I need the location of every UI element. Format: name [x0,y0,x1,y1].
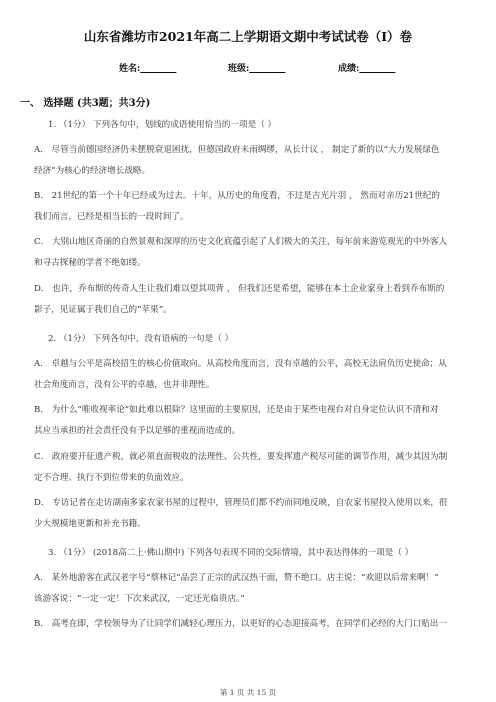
option-text: B． 21世纪的第一个十年已经成为过去。十年，从历史的角度看，不过是吉光片羽 ， 然而对亲历21世纪的 [34,191,440,201]
option-text: C． 大别山地区奇丽的自然景观和深厚的历史文化底蕴引起了人们极大的关注，每年前来游览观光的中外客人 [34,237,448,247]
option-text: 影子，见证属于我们自己的“苹果”。 [34,305,172,315]
question-3-option-a [34,568,474,610]
question-2-option-d [34,493,474,535]
class-blank: ________ [249,64,286,74]
question-2-stem: 2. （1分） 下列各句中，没有语病的一句是（ ） [48,334,234,344]
name-blank: ________ [140,64,177,74]
question-2-option-c [34,447,474,489]
score-label: 成绩: [338,64,360,74]
option-text: 和寻古探秘的学者不绝如缕。 [34,258,146,268]
option-text: A． 卓越与公平是高校招生的核心价值取向。从高校角度而言，没有卓越的公平，高校无法肩负历史使命；从 [34,359,447,369]
name-field [119,61,176,74]
option-text: A． 某外地游客在武汉老字号“蔡林记”品尝了正宗的武汉热干面，赞不绝口。店主说：“欢迎以后常来啊！” [34,573,439,583]
page-footer: 第 1 页 共 15 页 [219,688,277,697]
score-field [338,61,395,74]
class-field [228,61,285,74]
option-text: 其应当承担的社会责任没有予以足够的重视而造成的。 [34,426,241,436]
question-1-stem: 1. （1分） 下列各句中，划线的成语使用恰当的一项是（ ） [48,120,277,130]
question-2-option-a [34,354,474,396]
option-text: 该游客说：“一定一定！下次来武汉，一定还光临贵店。” [34,594,245,604]
section-heading: 一、 选择题 (共3题；共3分) [20,98,151,109]
option-text: A． 尽管当前德国经济仍未摆脱衰退困扰，但德国政府未雨绸缪，从长计议 ， 制定了新的以“大力发展绿色 [34,145,440,155]
option-text: 我们而言，已经是相当长的一段时间了。 [34,212,189,222]
option-text: D． 也许，乔布斯的传奇人生让我们难以望其项背 ， 但我们还是希望，能够在本土企业家身上看到乔布斯的 [34,284,445,294]
question-1-option-d [34,279,474,321]
option-text: C． 政府要开征遗产税，就必须直面税收的法理性、公共性，要发挥遗产税尽可能的调节作用，减少其因为制 [34,452,448,462]
score-blank: ________ [359,64,396,74]
question-2-option-b [34,400,474,442]
name-label: 姓名: [119,64,141,74]
option-text: 定不合理、执行不到位带来的负面效应。 [34,473,189,483]
question-1-option-a [34,140,474,182]
class-label: 班级: [228,64,250,74]
option-text: D． 专访记者在走访湖南多家农家书屋的过程中，管理员们都不约而同地反映，自农家书屋投入使用以来，很 [34,498,448,508]
question-1-option-c [34,232,474,274]
option-text: B． 为什么“唯收视率论”如此难以根除？这里面的主要原因，还是由于某些电视台对自身定位认识不清和对 [34,405,439,415]
option-text: 经济”为核心的经济增长战略。 [34,166,151,176]
option-text: 社会角度而言，没有公平的卓越，也并非理性。 [34,380,215,390]
option-text: B． 高考在即，学校领导为了让同学们减轻心理压力，以更好的心态迎接高考，在同学们必经的大门口贴出一 [34,619,447,629]
page-title: 山东省潍坊市2021年高二上学期语文期中考试试卷（I）卷 [83,29,413,44]
option-text: 少大规模地更新和补充书籍。 [34,519,146,529]
question-3-stem: 3. （1分） (2018高二上·佛山期中) 下列各句表现不同的交际情境，其中表达得体的一项是（ ） [48,548,414,558]
question-3-option-b [34,614,474,635]
question-1-option-b [34,186,474,228]
